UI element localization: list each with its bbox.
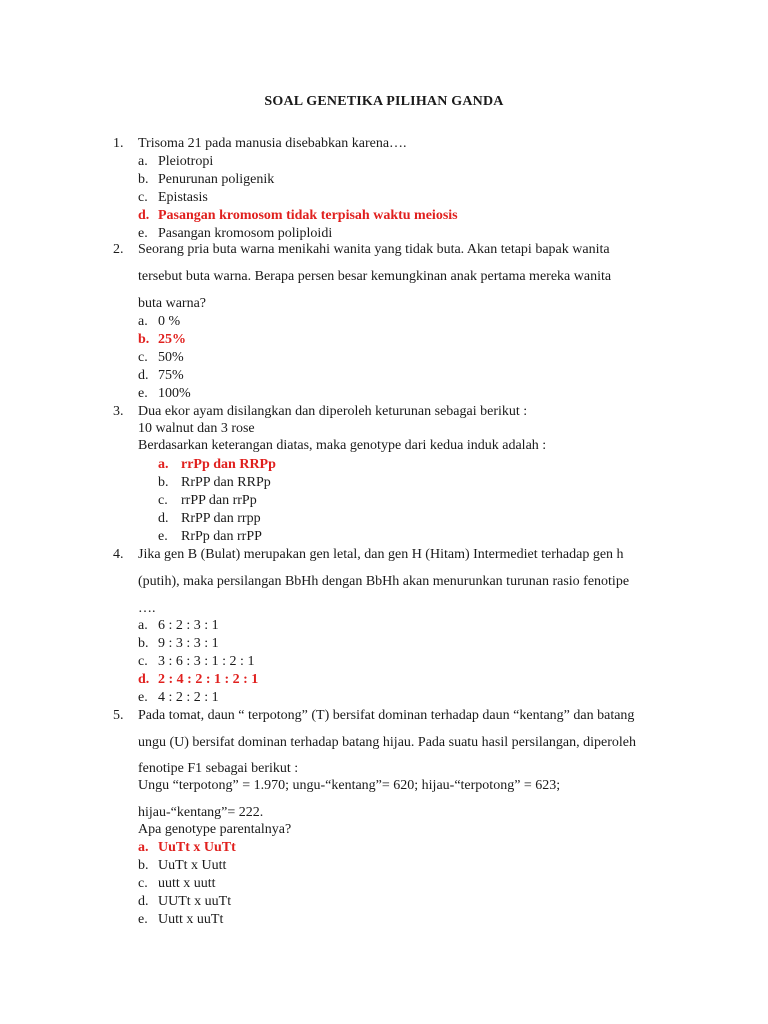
answer-option-letter: b. xyxy=(138,332,150,347)
answer-option-text: Pasangan kromosom tidak terpisah waktu meiosis xyxy=(158,208,458,223)
option-letter: b. xyxy=(158,475,169,490)
option-letter: c. xyxy=(138,654,148,669)
option-text: 100% xyxy=(158,386,191,401)
option-text: UUTt x uuTt xyxy=(158,894,232,909)
question-text: hijau-“kentang”= 222. xyxy=(138,805,264,820)
option-letter: b. xyxy=(138,636,149,651)
question-number: 5. xyxy=(113,708,124,723)
question-text: (putih), maka persilangan BbHh dengan BbHh akan menurunkan turunan rasio fenotipe xyxy=(138,574,630,589)
option-text: Pasangan kromosom poliploidi xyxy=(158,226,333,241)
question-text: Pada tomat, daun “ terpotong” (T) bersifat dominan terhadap daun “kentang” dan batang xyxy=(138,708,635,723)
option-text: Penurunan poligenik xyxy=(158,172,275,187)
option-letter: e. xyxy=(138,226,148,241)
option-text: 6 : 2 : 3 : 1 xyxy=(158,618,219,633)
answer-option-letter: a. xyxy=(138,840,149,855)
question-text: 10 walnut dan 3 rose xyxy=(138,421,255,436)
option-text: 3 : 6 : 3 : 1 : 2 : 1 xyxy=(158,654,255,669)
option-letter: e. xyxy=(138,386,148,401)
question-text: ungu (U) bersifat dominan terhadap batang hijau. Pada suatu hasil persilangan, diperoleh xyxy=(138,735,637,750)
option-letter: d. xyxy=(138,894,149,909)
question-text: Jika gen B (Bulat) merupakan gen letal, dan gen H (Hitam) Intermediet terhadap gen h xyxy=(138,547,624,562)
option-letter: b. xyxy=(138,172,149,187)
answer-option-text: 25% xyxy=(158,332,186,347)
option-letter: c. xyxy=(158,493,168,508)
answer-option-letter: a. xyxy=(158,457,169,472)
option-text: 0 % xyxy=(158,314,181,329)
option-text: RrPP dan RRPp xyxy=(181,475,271,490)
question-text: Dua ekor ayam disilangkan dan diperoleh keturunan sebagai berikut : xyxy=(138,404,528,419)
question-text: buta warna? xyxy=(138,296,207,311)
question-text: Berdasarkan keterangan diatas, maka genotype dari kedua induk adalah : xyxy=(138,438,547,453)
question-text: Seorang pria buta warna menikahi wanita yang tidak buta. Akan tetapi bapak wanita xyxy=(138,242,610,257)
option-text: 9 : 3 : 3 : 1 xyxy=(158,636,219,651)
question-text: Apa genotype parentalnya? xyxy=(138,822,292,837)
option-text: UuTt x Uutt xyxy=(158,858,227,873)
option-letter: c. xyxy=(138,190,148,205)
question-text: …. xyxy=(138,601,156,616)
option-text: RrPP dan rrpp xyxy=(181,511,261,526)
option-letter: b. xyxy=(138,858,149,873)
option-text: Uutt x uuTt xyxy=(158,912,224,927)
option-letter: c. xyxy=(138,350,148,365)
option-text: 4 : 2 : 2 : 1 xyxy=(158,690,219,705)
option-text: uutt x uutt xyxy=(158,876,216,891)
option-letter: d. xyxy=(158,511,169,526)
question-number: 1. xyxy=(113,136,124,151)
question-text: tersebut buta warna. Berapa persen besar kemungkinan anak pertama mereka wanita xyxy=(138,269,612,284)
option-text: 75% xyxy=(158,368,184,383)
page-title: SOAL GENETIKA PILIHAN GANDA xyxy=(264,94,504,109)
answer-option-text: UuTt x UuTt xyxy=(158,840,236,855)
option-letter: c. xyxy=(138,876,148,891)
question-text: Ungu “terpotong” = 1.970; ungu-“kentang”= 620; hijau-“terpotong” = 623; xyxy=(138,778,561,793)
option-text: rrPP dan rrPp xyxy=(181,493,257,508)
answer-option-letter: d. xyxy=(138,208,150,223)
option-text: Epistasis xyxy=(158,190,208,205)
question-text: fenotipe F1 sebagai berikut : xyxy=(138,761,299,776)
option-text: 50% xyxy=(158,350,184,365)
option-letter: a. xyxy=(138,314,148,329)
option-letter: d. xyxy=(138,368,149,383)
option-letter: e. xyxy=(138,912,148,927)
option-text: RrPp dan rrPP xyxy=(181,529,262,544)
answer-option-text: 2 : 4 : 2 : 1 : 2 : 1 xyxy=(158,672,259,687)
question-number: 2. xyxy=(113,242,124,257)
option-letter: a. xyxy=(138,154,148,169)
answer-option-text: rrPp dan RRPp xyxy=(181,457,276,472)
question-number: 3. xyxy=(113,404,124,419)
option-text: Pleiotropi xyxy=(158,154,214,169)
option-letter: a. xyxy=(138,618,148,633)
answer-option-letter: d. xyxy=(138,672,150,687)
question-text: Trisoma 21 pada manusia disebabkan karena…. xyxy=(138,136,407,151)
option-letter: e. xyxy=(158,529,168,544)
option-letter: e. xyxy=(138,690,148,705)
question-number: 4. xyxy=(113,547,124,562)
